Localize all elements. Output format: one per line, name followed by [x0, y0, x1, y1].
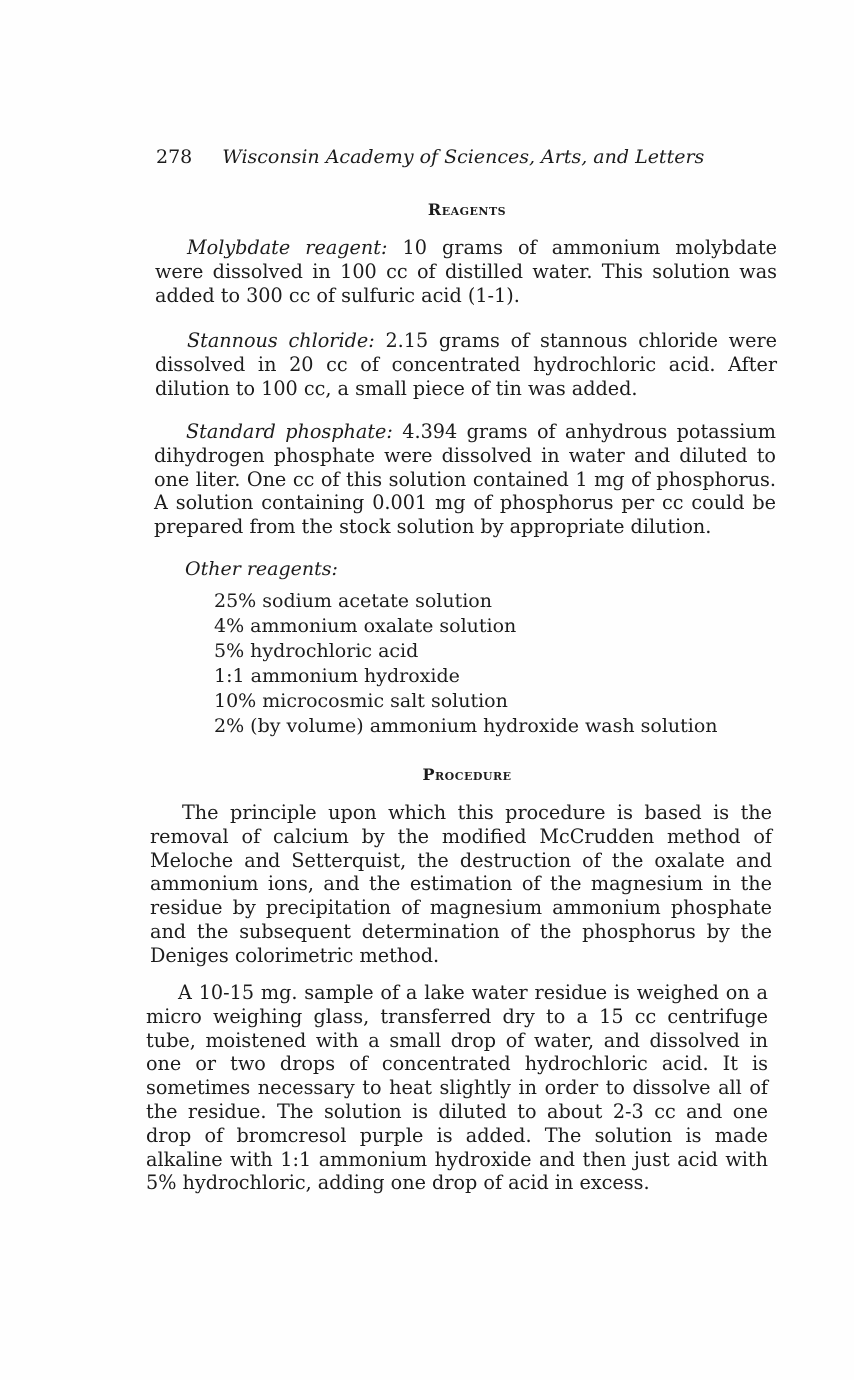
other-reagents-list: [214, 589, 718, 739]
reagents-heading: Reagents: [427, 200, 507, 219]
list-item: 1:1 ammonium hydroxide: [214, 665, 460, 687]
running-header: [156, 146, 756, 168]
procedure-paragraph-1: The principle upon which this procedure is based is the removal of calcium by the modified McCrudden method of Meloche and Setterquist, the destruction of the oxalate and ammonium ions, and the estimation of the magnesium in the residue by precipitation of magnesium ammonium phosphate and the subsequent determination of the phosphorus by the Deniges colorimetric method.: [150, 801, 772, 967]
list-item: 4% ammonium oxalate solution: [214, 615, 517, 637]
molybdate-lead: Molybdate reagent:: [187, 236, 388, 259]
procedure-heading: Procedure: [422, 765, 512, 784]
list-item: 10% microcosmic salt solution: [214, 690, 508, 712]
phosphate-text: 4.394 grams of anhydrous potassium dihydrogen phosphate were dissolved in water and diluted to one liter. One cc of this solution contained 1 mg of phosphorus. A solution containing 0.001 mg of phosphorus per cc could be prepared from the stock solution by appropriate dilution.: [154, 420, 776, 539]
procedure-paragraph-2: A 10-15 mg. sample of a lake water residue is weighed on a micro weighing glass, transferred dry to a 15 cc centrifuge tube, moistened with a small drop of water, and dissolved in one or two drops of concentrated hydrochloric acid. It is sometimes necessary to heat slightly in order to dissolve all of the residue. The solution is diluted to about 2-3 cc and one drop of bromcresol purple is added. The solution is made alkaline with 1:1 ammonium hydroxide and then just acid with 5% hydrochloric, adding one drop of acid in excess.: [146, 981, 768, 1195]
stannous-lead: Stannous chloride:: [187, 329, 375, 352]
phosphate-lead: Standard phosphate:: [186, 420, 393, 443]
stannous-paragraph: [155, 329, 777, 400]
molybdate-text: 10 grams of ammonium molybdate were dissolved in 100 cc of distilled water. This solution was added to 300 cc of sulfuric acid (1-1).: [155, 236, 778, 307]
stannous-text: 2.15 grams of stannous chloride were dissolved in 20 cc of concentrated hydrochloric acid. After dilution to 100 cc, a small piece of tin was added.: [155, 329, 777, 400]
molybdate-paragraph: [155, 236, 777, 307]
page-number: 278: [156, 146, 193, 168]
other-reagents-label: Other reagents:: [185, 558, 338, 580]
list-item: 25% sodium acetate solution: [214, 590, 492, 612]
list-item: 5% hydrochloric acid: [214, 640, 419, 662]
list-item: 2% (by volume) ammonium hydroxide wash solution: [214, 715, 718, 737]
journal-title: Wisconsin Academy of Sciences, Arts, and Letters: [222, 146, 705, 168]
phosphate-paragraph: [154, 420, 776, 539]
